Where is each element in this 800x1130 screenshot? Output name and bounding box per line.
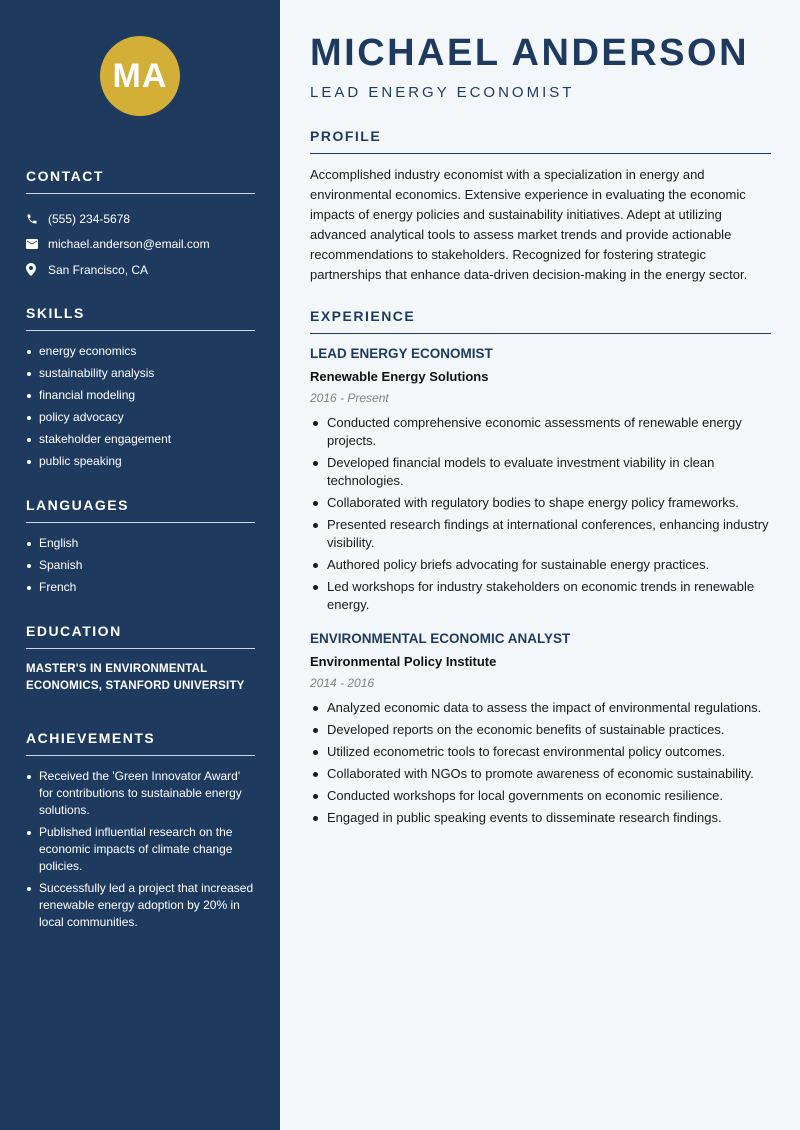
location-pin-icon	[26, 263, 48, 276]
phone-text: (555) 234-5678	[48, 211, 131, 226]
contact-section	[26, 168, 255, 283]
languages-list	[26, 535, 255, 596]
achievements-section	[26, 730, 255, 936]
profile-heading: PROFILE	[310, 128, 771, 154]
job-bullet: Utilized econometric tools to forecast environmental policy outcomes.	[310, 743, 771, 761]
education-heading: EDUCATION	[26, 623, 255, 649]
skills-heading: SKILLS	[26, 305, 255, 331]
skill-item: public speaking	[26, 453, 255, 470]
job-bullet: Led workshops for industry stakeholders on economic trends in renewable energy.	[310, 578, 771, 614]
achievements-heading: ACHIEVEMENTS	[26, 730, 255, 756]
achievement-item: Published influential research on the economic impacts of climate change policies.	[26, 824, 255, 875]
education-degree: MASTER'S IN ENVIRONMENTAL ECONOMICS, STANFORD UNIVERSITY	[26, 663, 245, 692]
candidate-name: MICHAEL ANDERSON	[310, 32, 750, 74]
location-text: San Francisco, CA	[48, 262, 149, 277]
skill-item: stakeholder engagement	[26, 431, 255, 448]
skills-section	[26, 305, 255, 475]
job-bullet: Conducted workshops for local governments on economic resilience.	[310, 787, 771, 805]
languages-heading: LANGUAGES	[26, 497, 255, 523]
contact-phone	[26, 206, 255, 232]
job-bullet: Conducted comprehensive economic assessments of renewable energy projects.	[310, 414, 771, 450]
achievement-item: Successfully led a project that increased renewable energy adoption by 20% in local communities.	[26, 880, 255, 931]
skill-item: energy economics	[26, 343, 255, 360]
skills-list	[26, 343, 255, 470]
job-bullet: Presented research findings at international conferences, enhancing industry visibility.	[310, 516, 771, 552]
contact-heading: CONTACT	[26, 168, 255, 194]
skill-item: policy advocacy	[26, 409, 255, 426]
candidate-title: LEAD ENERGY ECONOMIST	[310, 84, 575, 101]
job-company: Renewable Energy Solutions	[310, 369, 489, 384]
job-bullet: Analyzed economic data to assess the impact of environmental regulations.	[310, 699, 771, 717]
job-bullet: Engaged in public speaking events to disseminate research findings.	[310, 809, 771, 827]
phone-icon	[26, 213, 48, 225]
job-bullet: Developed financial models to evaluate investment viability in clean technologies.	[310, 454, 771, 490]
job-bullets	[310, 414, 771, 614]
contact-email	[26, 232, 255, 258]
job-entry	[310, 631, 771, 827]
job-dates: 2016 - Present	[310, 391, 389, 405]
job-bullets	[310, 699, 771, 827]
job-bullet: Collaborated with NGOs to promote awareness of economic sustainability.	[310, 765, 771, 783]
job-title: ENVIRONMENTAL ECONOMIC ANALYST	[310, 631, 571, 646]
languages-section	[26, 497, 255, 601]
experience-heading: EXPERIENCE	[310, 308, 771, 334]
avatar-initials: MA	[100, 36, 180, 116]
email-text: michael.anderson@email.com	[48, 237, 210, 252]
education-section	[26, 623, 255, 695]
job-bullet: Authored policy briefs advocating for sustainable energy practices.	[310, 556, 771, 574]
job-bullet: Collaborated with regulatory bodies to shape energy policy frameworks.	[310, 494, 771, 512]
job-title: LEAD ENERGY ECONOMIST	[310, 346, 493, 361]
language-item: Spanish	[26, 557, 255, 574]
achievements-list	[26, 768, 255, 931]
job-bullet: Developed reports on the economic benefits of sustainable practices.	[310, 721, 771, 739]
contact-location	[26, 257, 255, 283]
job-entry	[310, 346, 771, 614]
profile-text: Accomplished industry economist with a specialization in energy and environmental economics. Extensive experience in evaluating the economic impacts of energy policies and sustainability initiatives. Adept at utilizing advanced analytical tools to assess market trends and provide actionable recommendations to stakeholders. Recognized for fostering strategic partnerships that enhance data-driven decision-making in the energy sector.	[310, 167, 748, 282]
job-company: Environmental Policy Institute	[310, 654, 497, 669]
experience-section	[310, 308, 771, 831]
language-item: French	[26, 579, 255, 596]
achievement-item: Received the 'Green Innovator Award' for contributions to sustainable energy solutions.	[26, 768, 255, 819]
sidebar	[0, 0, 280, 1130]
profile-section	[310, 128, 771, 285]
job-dates: 2014 - 2016	[310, 676, 375, 690]
contact-list	[26, 206, 255, 283]
skill-item: financial modeling	[26, 387, 255, 404]
skill-item: sustainability analysis	[26, 365, 255, 382]
language-item: English	[26, 535, 255, 552]
mail-icon	[26, 239, 48, 249]
